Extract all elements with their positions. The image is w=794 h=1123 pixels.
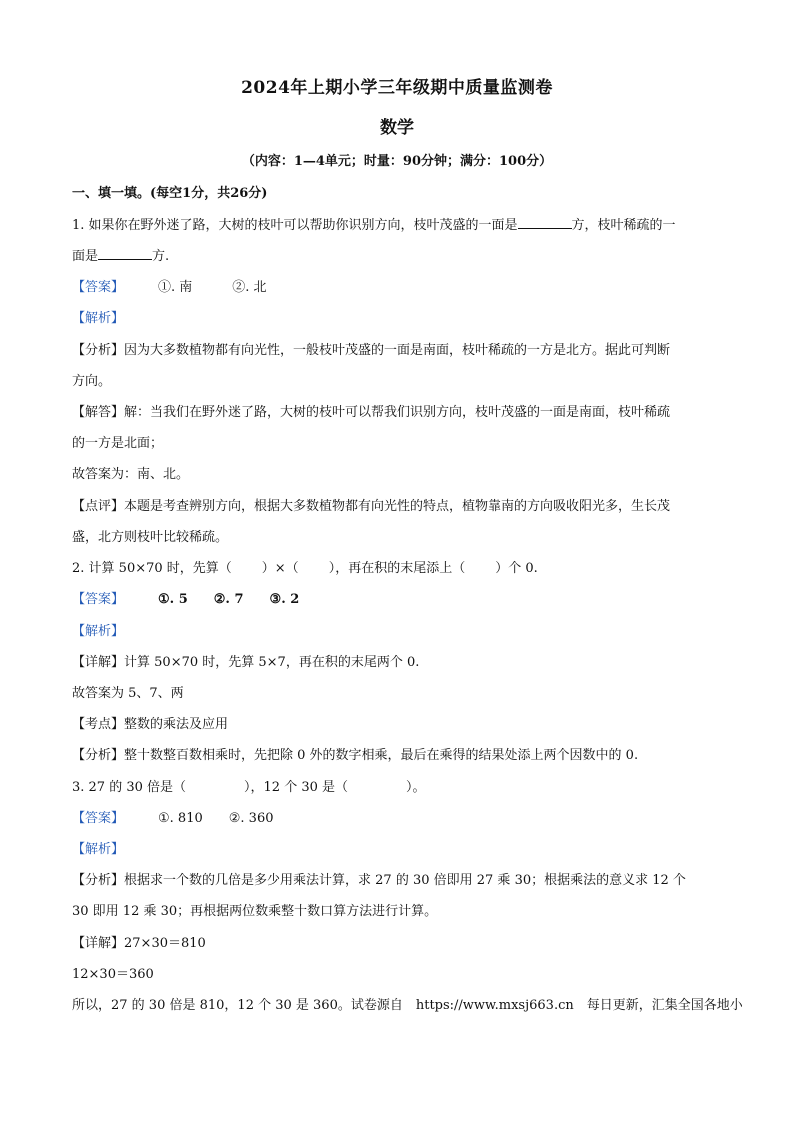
detail-tag: 【详解】 — [72, 655, 125, 670]
q3-answer-2: ②. 360 — [228, 811, 274, 826]
q2-stem-c: ），再在积的末尾添上（ — [328, 561, 466, 576]
q3-conclusion: 所以，27 的 30 倍是 810，12 个 30 是 360。试卷源自 https://www.mxsj663.cn 每日更新，汇集全国各地小 — [72, 998, 743, 1013]
q1-blank-1[interactable] — [518, 216, 572, 229]
q3-stem-c: ）。 — [406, 780, 426, 795]
analysis-tag: 【解析】 — [72, 842, 125, 857]
answer-tag: 【答案】 — [72, 280, 125, 295]
q2-answer-1: ①. 5 — [158, 592, 188, 607]
q1-conclusion: 故答案为：南、北。 — [72, 467, 190, 482]
fenxi-tag: 【分析】 — [72, 873, 125, 888]
q1-dianping-line2: 盛，北方则枝叶比较稀疏。 — [72, 530, 229, 545]
q1-stem-d: 方. — [152, 249, 170, 264]
kaodian-tag: 【考点】 — [72, 717, 125, 732]
q3-stem-a: 3. 27 的 30 倍是（ — [72, 780, 187, 795]
q3-answer — [72, 807, 273, 826]
q3-fenxi-line2: 30 即用 12 乘 30；再根据两位数乘整十数口算方法进行计算。 — [72, 904, 438, 919]
q1-stem-line2 — [72, 245, 169, 264]
q1-jieda-text-1: 解：当我们在野外迷了路，大树的枝叶可以帮我们识别方向，枝叶茂盛的一面是南面，枝叶稀疏 — [124, 405, 671, 420]
answer-tag: 【答案】 — [72, 592, 125, 607]
q2-answer-2: ②. 7 — [213, 592, 244, 607]
q3-stem — [72, 776, 426, 795]
q2-detail-text: 计算 50×70 时，先算 5×7，再在积的末尾两个 0. — [124, 655, 420, 670]
q2-answer-3: ③. 2 — [269, 592, 300, 607]
q3-detail-line2: 12×30＝360 — [72, 967, 154, 982]
q2-stem — [72, 557, 538, 576]
exam-meta: （内容：1—4单元；时量：90分钟；满分：100分） — [241, 154, 553, 169]
page-title: 2024年上期小学三年级期中质量监测卷 — [241, 78, 553, 98]
q1-stem-a: 1. 如果你在野外迷了路，大树的枝叶可以帮助你识别方向，枝叶茂盛的一面是 — [72, 218, 518, 233]
section-heading: 一、填一填。(每空1分，共26分) — [72, 186, 268, 201]
dianping-tag: 【点评】 — [72, 499, 125, 514]
q1-stem-line1 — [72, 214, 676, 233]
answer-tag: 【答案】 — [72, 811, 125, 826]
analysis-tag: 【解析】 — [72, 311, 125, 326]
q2-detail — [72, 651, 419, 670]
q3-fenxi-text-1: 根据求一个数的几倍是多少用乘法计算，求 27 的 30 倍即用 27 乘 30；根据乘法的意义求 12 个 — [124, 873, 686, 888]
analysis-tag: 【解析】 — [72, 624, 125, 639]
q1-stem-c: 面是 — [72, 249, 99, 264]
q1-answer — [72, 276, 267, 295]
q1-fenxi-line2: 方向。 — [72, 374, 112, 389]
q3-stem-b: ），12 个 30 是（ — [244, 780, 349, 795]
q2-fenxi-text: 整十数整百数相乘时，先把除 0 外的数字相乘，最后在乘得的结果处添上两个因数中的 0. — [124, 748, 639, 763]
q1-jieda-line2: 的一方是北面； — [72, 436, 164, 451]
detail-tag: 【详解】 — [72, 936, 125, 951]
q1-analysis-tag — [72, 307, 124, 326]
q1-dianping-text-1: 本题是考查辨别方向，根据大多数植物都有向光性的特点，植物靠南的方向吸收阳光多，生长茂 — [124, 499, 671, 514]
q2-kaodian — [72, 713, 228, 732]
q2-stem-b: ）×（ — [261, 561, 299, 576]
q2-stem-d: ）个 0. — [495, 561, 538, 576]
q2-analysis-tag — [72, 620, 124, 639]
q2-kaodian-text: 整数的乘法及应用 — [124, 717, 229, 732]
q1-dianping-line1 — [72, 495, 670, 514]
q1-jieda-line1 — [72, 401, 670, 420]
fenxi-tag: 【分析】 — [72, 343, 125, 358]
q3-analysis-tag — [72, 838, 124, 857]
q2-fenxi — [72, 744, 638, 763]
q3-detail-text-1: 27×30＝810 — [124, 936, 206, 951]
q3-answer-1: ①. 810 — [158, 811, 203, 826]
jieda-tag: 【解答】 — [72, 405, 125, 420]
q1-fenxi-line1 — [72, 339, 670, 358]
q1-answer-2: ②. 北 — [232, 280, 267, 295]
q2-answer — [72, 588, 299, 607]
q1-blank-2[interactable] — [98, 247, 152, 260]
q3-fenxi-line1 — [72, 869, 686, 888]
q1-stem-b: 方，枝叶稀疏的一 — [571, 218, 676, 233]
q1-answer-1: ①. 南 — [158, 280, 193, 295]
q2-conclusion: 故答案为 5、7、两 — [72, 686, 184, 701]
q2-stem-a: 2. 计算 50×70 时，先算（ — [72, 561, 232, 576]
subject-title: 数学 — [380, 118, 414, 138]
fenxi-tag: 【分析】 — [72, 748, 125, 763]
q1-fenxi-text-1: 因为大多数植物都有向光性，一般枝叶茂盛的一面是南面，枝叶稀疏的一方是北方。据此可判断 — [124, 343, 671, 358]
q3-detail-line1 — [72, 932, 206, 951]
